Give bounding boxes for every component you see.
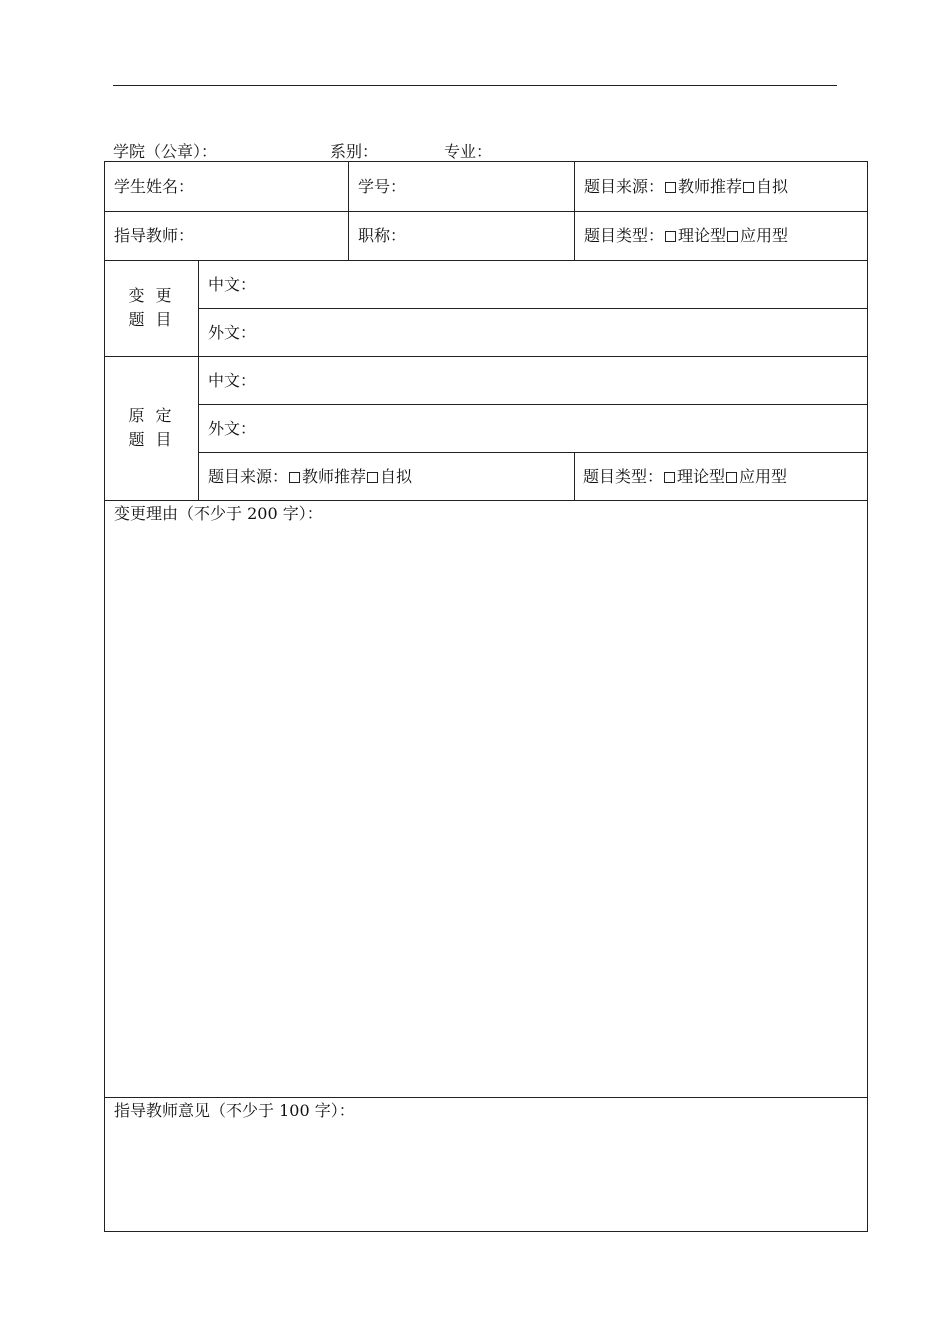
applied-checkbox[interactable] — [726, 472, 737, 483]
topic-change-form — [104, 161, 868, 1232]
advisor-opinion-area[interactable] — [105, 1122, 867, 1230]
top-rule — [113, 85, 837, 86]
col-divider — [574, 162, 575, 260]
row-divider — [199, 404, 867, 405]
department-label: 系别： — [330, 142, 379, 161]
teacher-recommend-label: 教师推荐 — [678, 177, 743, 196]
theory-checkbox[interactable] — [664, 472, 675, 483]
theory-checkbox[interactable] — [665, 231, 676, 242]
major-label: 专业： — [444, 142, 493, 161]
col-divider — [198, 260, 199, 500]
row-divider — [105, 1097, 867, 1098]
advisor-field[interactable]: 指导教师： — [114, 226, 195, 245]
title-rank-field[interactable]: 职称： — [358, 226, 407, 245]
self-proposed-label: 自拟 — [380, 467, 413, 486]
teacher-recommend-checkbox[interactable] — [665, 182, 676, 193]
self-proposed-checkbox[interactable] — [743, 182, 754, 193]
applied-label: 应用型 — [740, 226, 789, 245]
original-topic-chinese-field[interactable]: 中文： — [208, 371, 257, 390]
row-divider — [105, 211, 867, 212]
row-divider — [105, 260, 867, 261]
changed-topic-foreign-field[interactable]: 外文： — [208, 323, 257, 342]
topic-source-label: 题目来源： — [208, 467, 289, 486]
changed-topic-label: 变 更 题 目 — [128, 286, 175, 329]
change-reason-area[interactable] — [105, 524, 867, 1094]
teacher-recommend-checkbox[interactable] — [289, 472, 300, 483]
topic-type-label: 题目类型： — [583, 467, 664, 486]
original-topic-foreign-field[interactable]: 外文： — [208, 419, 257, 438]
self-proposed-checkbox[interactable] — [367, 472, 378, 483]
col-divider — [574, 452, 575, 500]
topic-source-field — [584, 177, 788, 197]
col-divider — [348, 162, 349, 260]
changed-topic-chinese-field[interactable]: 中文： — [208, 275, 257, 294]
original-topic-type-field — [583, 467, 787, 487]
row-divider — [105, 356, 867, 357]
topic-type-label: 题目类型： — [584, 226, 665, 245]
topic-source-label: 题目来源： — [584, 177, 665, 196]
row-divider — [199, 452, 867, 453]
college-label: 学院（公章）： — [113, 142, 218, 161]
advisor-opinion-label: 指导教师意见（不少于 100 字）： — [114, 1101, 355, 1120]
original-topic-label: 原 定 题 目 — [128, 406, 175, 449]
topic-type-field — [584, 226, 788, 246]
row-divider — [199, 308, 867, 309]
applied-label: 应用型 — [739, 467, 788, 486]
self-proposed-label: 自拟 — [756, 177, 789, 196]
student-name-field[interactable]: 学生姓名： — [114, 177, 195, 196]
original-topic-source-field — [208, 467, 412, 487]
teacher-recommend-label: 教师推荐 — [302, 467, 367, 486]
applied-checkbox[interactable] — [727, 231, 738, 242]
row-divider — [105, 500, 867, 501]
theory-label: 理论型 — [677, 467, 726, 486]
theory-label: 理论型 — [678, 226, 727, 245]
student-id-field[interactable]: 学号： — [358, 177, 407, 196]
change-reason-label: 变更理由（不少于 200 字）： — [114, 504, 323, 523]
